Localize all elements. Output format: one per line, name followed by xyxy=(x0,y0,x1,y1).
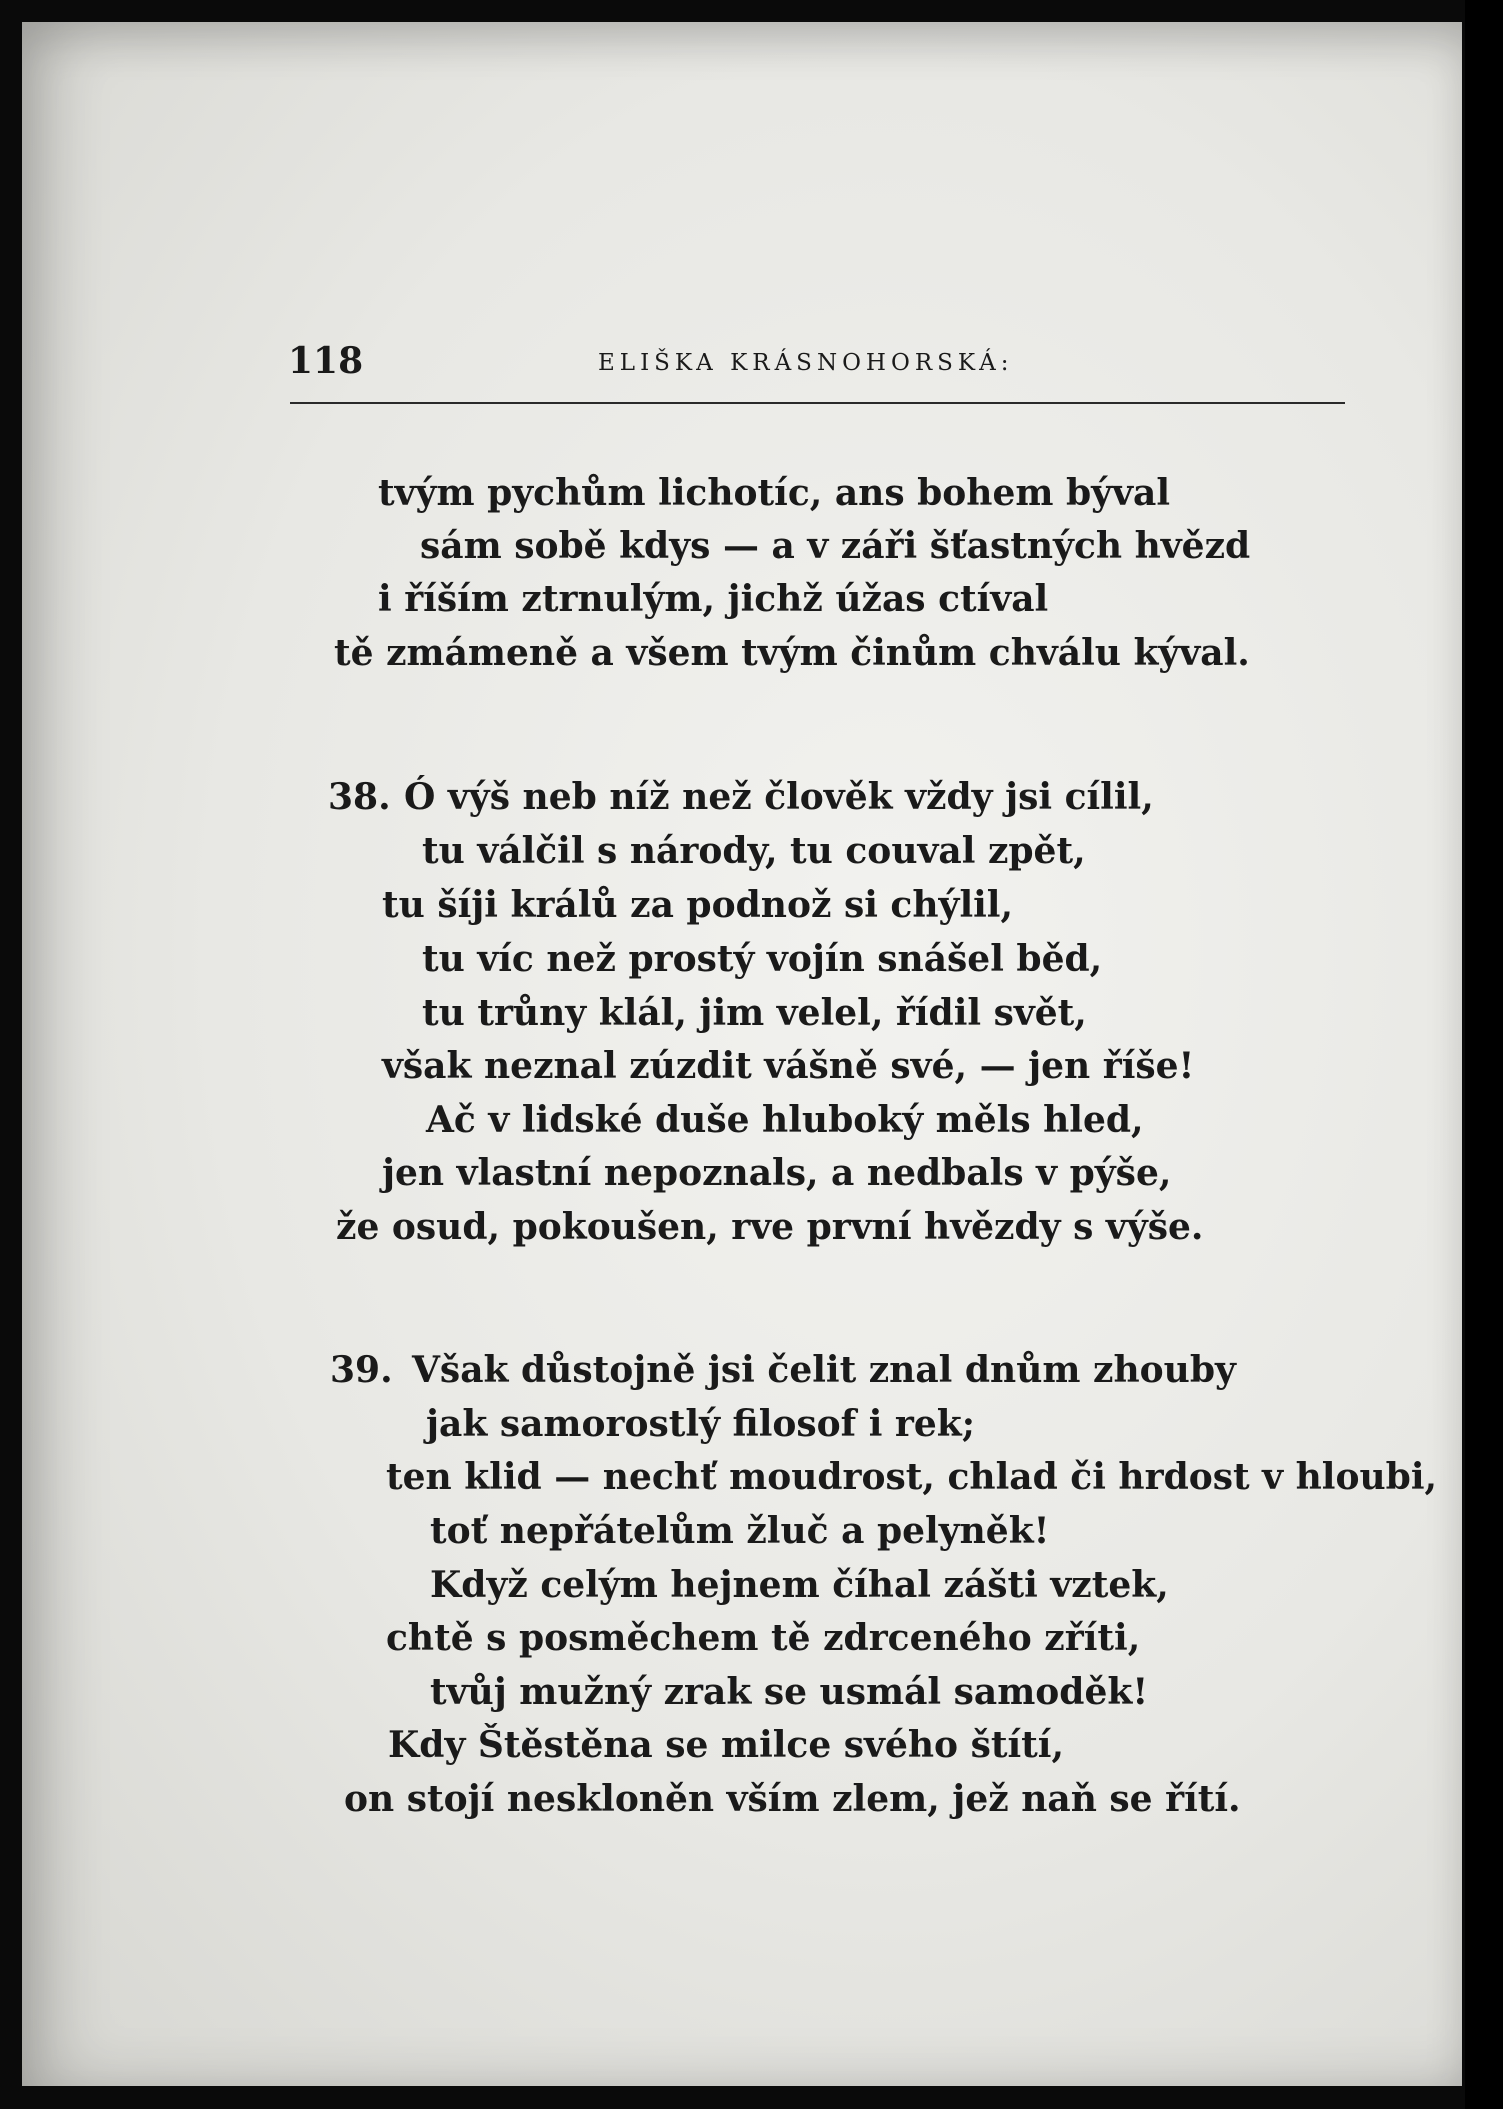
stanza-number: 38. xyxy=(328,776,391,818)
poem-line: Kdy Štěstěna se milce svého štítí, xyxy=(388,1724,1065,1766)
poem-line: tvým pychům lichotíc, ans bohem býval xyxy=(378,472,1171,514)
poem-line: tu víc než prostý vojín snášel běd, xyxy=(422,938,1103,980)
poem-line: ten klid — nechť moudrost, chlad či hrdost v hloubi, xyxy=(386,1456,1438,1498)
poem-line: toť nepřátelům žluč a pelyněk! xyxy=(430,1510,1050,1552)
scan-edge xyxy=(1465,0,1503,2109)
poem-line: jen vlastní nepoznals, a nedbals v pýše, xyxy=(382,1152,1172,1194)
stanza-number: 39. xyxy=(330,1349,393,1391)
page-number: 118 xyxy=(288,340,364,382)
poem-line: že osud, pokoušen, rve první hvězdy s výše. xyxy=(336,1206,1204,1248)
poem-line: tu šíji králů za podnož si chýlil, xyxy=(382,884,1014,926)
poem-line: tu válčil s národy, tu couval zpět, xyxy=(422,830,1086,872)
poem-line: sám sobě kdys — a v záři šťastných hvězd xyxy=(420,525,1251,567)
author-name: ELIŠKA KRÁSNOHORSKÁ: xyxy=(598,350,1014,376)
poem-line: chtě s posměchem tě zdrceného zříti, xyxy=(386,1617,1141,1659)
header-rule xyxy=(290,402,1345,404)
poem-line: Když celým hejnem číhal zášti vztek, xyxy=(430,1564,1169,1606)
poem-line: Však důstojně jsi čelit znal dnům zhouby xyxy=(412,1349,1236,1391)
running-head xyxy=(288,340,1348,390)
poem-line: tvůj mužný zrak se usmál samoděk! xyxy=(430,1671,1149,1713)
poem-line: Ó výš neb níž než člověk vždy jsi cílil, xyxy=(404,776,1154,818)
poem-line: Ač v lidské duše hluboký měls hled, xyxy=(426,1099,1144,1141)
poem-line: on stojí neskloněn vším zlem, jež naň se řítí. xyxy=(344,1778,1241,1820)
poem-line: jak samorostlý filosof i rek; xyxy=(426,1403,975,1445)
poem-line: však neznal zúzdit vášně své, — jen říše! xyxy=(382,1045,1195,1087)
poem-line: i říším ztrnulým, jichž úžas ctíval xyxy=(378,578,1049,620)
poem-line: tu trůny klál, jim velel, řídil svět, xyxy=(422,992,1087,1034)
poem-line: tě zmámeně a všem tvým činům chválu kýval. xyxy=(334,632,1250,674)
